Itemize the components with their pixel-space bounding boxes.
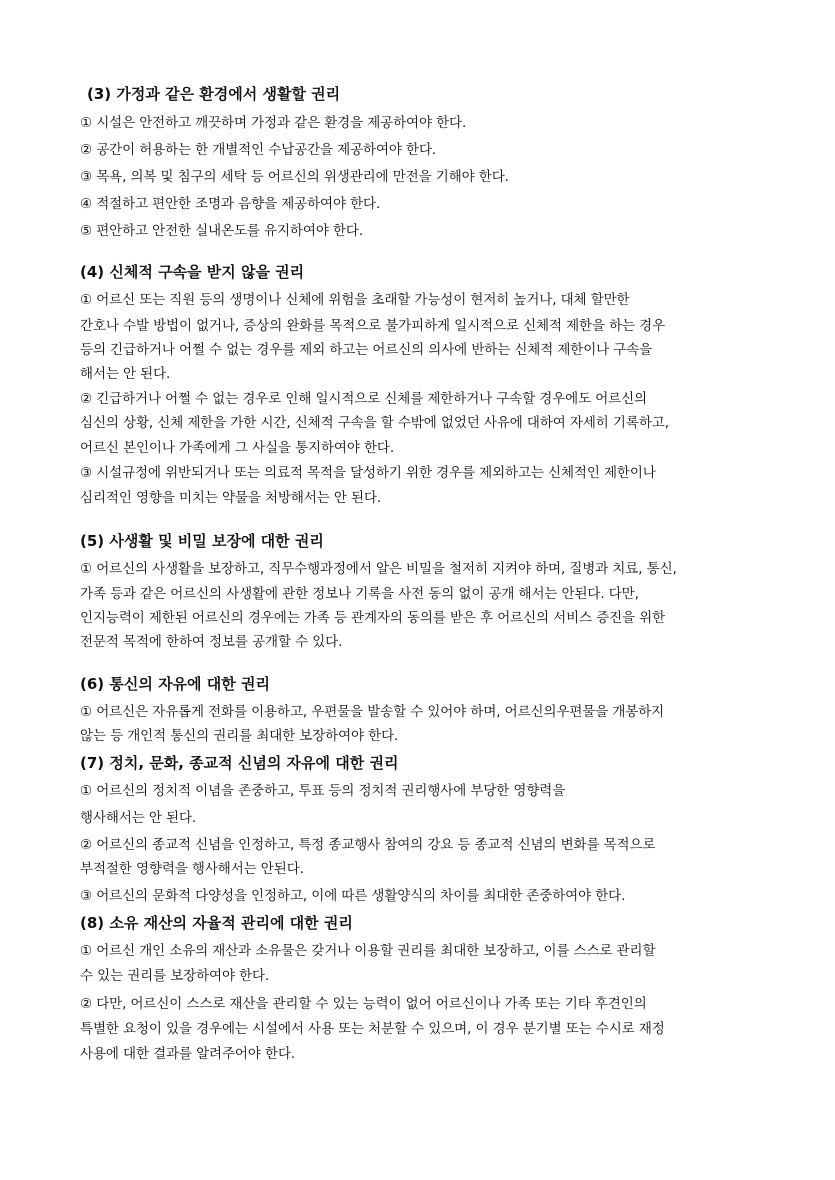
section-8-heading: (8) 소유 재산의 자율적 관리에 대한 권리 [80, 914, 353, 932]
section-5-line: 가족 등과 같은 어르신의 사생활에 관한 정보나 기록을 사전 동의 없이 공개 해서는 안된다. 다만, [80, 586, 639, 602]
section-7-line: 부적절한 영향력을 행사해서는 안된다. [80, 861, 304, 877]
section-3-line: ⑤ 편안하고 안전한 실내온도를 유지하여야 한다. [80, 223, 364, 239]
section-7-line: ① 어르신의 정치적 이념을 존중하고, 투표 등의 정치적 권리행사에 부당한 영향력을 [80, 783, 566, 799]
section-8-line: 수 있는 권리를 보장하여야 한다. [80, 968, 270, 984]
section-8-line: 특별한 요청이 있을 경우에는 시설에서 사용 또는 처분할 수 있으며, 이 경우 분기별 또는 수시로 재정 [80, 1021, 665, 1037]
section-3-line: ① 시설은 안전하고 깨끗하며 가정과 같은 환경을 제공하여야 한다. [80, 115, 467, 131]
section-7-line: ② 어르신의 종교적 신념을 인정하고, 특정 종교행사 참여의 강요 등 종교적 신념의 변화를 목적으로 [80, 837, 656, 853]
section-4-line: 간호나 수발 방법이 없거나, 증상의 완화를 목적으로 불가피하게 일시적으로 신체적 제한을 하는 경우 [80, 318, 666, 334]
section-5-heading: (5) 사생활 및 비밀 보장에 대한 권리 [80, 532, 324, 550]
section-4-line: 어르신 본인이나 가족에게 그 사실을 통지하여야 한다. [80, 440, 395, 456]
section-3-line: ③ 목욕, 의복 및 침구의 세탁 등 어르신의 위생관리에 만전을 기해야 한다. [80, 169, 509, 185]
section-4-line: ③ 시설규정에 위반되거나 또는 의료적 목적을 달성하기 위한 경우를 제외하고는 신체적인 제한이나 [80, 465, 656, 481]
section-7-heading: (7) 정치, 문화, 종교적 신념의 자유에 대한 권리 [80, 754, 399, 772]
section-4-line: ② 긴급하거나 어쩔 수 없는 경우로 인해 일시적으로 신체를 제한하거나 구속할 경우에도 어르신의 [80, 391, 647, 407]
section-4-line: 심리적인 영향을 미치는 약물을 처방해서는 안 된다. [80, 490, 382, 506]
section-8-line: ① 어르신 개인 소유의 재산과 소유물은 갖거나 이용할 권리를 최대한 보장하고, 이를 스스로 관리할 [80, 943, 656, 959]
section-5-line: 전문적 목적에 한하여 정보를 공개할 수 있다. [80, 634, 343, 650]
section-5-line: ① 어르신의 사생활을 보장하고, 직무수행과정에서 알은 비밀을 철저히 지켜야 하며, 질병과 치료, 통신, [80, 561, 677, 577]
section-6-heading: (6) 통신의 자유에 대한 권리 [80, 675, 270, 693]
section-8-line: ② 다만, 어르신이 스스로 재산을 관리할 수 있는 능력이 없어 어르신이나 가족 또는 기타 후견인의 [80, 996, 647, 1012]
section-3-line: ② 공간이 허용하는 한 개별적인 수납공간을 제공하여야 한다. [80, 142, 437, 158]
section-4-line: 등의 긴급하거나 어쩔 수 없는 경우를 제외 하고는 어르신의 의사에 반하는 신체적 제한이나 구속을 [80, 342, 653, 358]
section-4-heading: (4) 신체적 구속을 받지 않을 권리 [80, 263, 305, 281]
section-3-heading: (3) 가정과 같은 환경에서 생활할 권리 [87, 85, 341, 103]
section-5-line: 인지능력이 제한된 어르신의 경우에는 가족 등 관계자의 동의를 받은 후 어르신의 서비스 증진을 위한 [80, 610, 666, 626]
section-7-line: ③ 어르신의 문화적 다양성을 인정하고, 이에 따른 생활양식의 차이를 최대한 존중하여야 한다. [80, 888, 626, 904]
section-4-line: 심신의 상황, 신체 제한을 가한 시간, 신체적 구속을 할 수밖에 없었던 사유에 대하여 자세히 기록하고, [80, 415, 669, 431]
section-8-line: 사용에 대한 결과를 알려주어야 한다. [80, 1046, 296, 1062]
section-4-line: 해서는 안 된다. [80, 366, 171, 382]
section-4-line: ① 어르신 또는 직원 등의 생명이나 신체에 위험을 초래할 가능성이 현저히 높거나, 대체 할만한 [80, 292, 630, 308]
section-7-line: 행사해서는 안 된다. [80, 810, 197, 826]
section-6-line: 않는 등 개인적 통신의 권리를 최대한 보장하여야 한다. [80, 728, 399, 744]
section-6-line: ① 어르신은 자유롭게 전화를 이용하고, 우편물을 발송할 수 있어야 하며, 어르신의우편물을 개봉하지 [80, 704, 665, 720]
section-3-line: ④ 적절하고 편안한 조명과 음향을 제공하여야 한다. [80, 196, 381, 212]
